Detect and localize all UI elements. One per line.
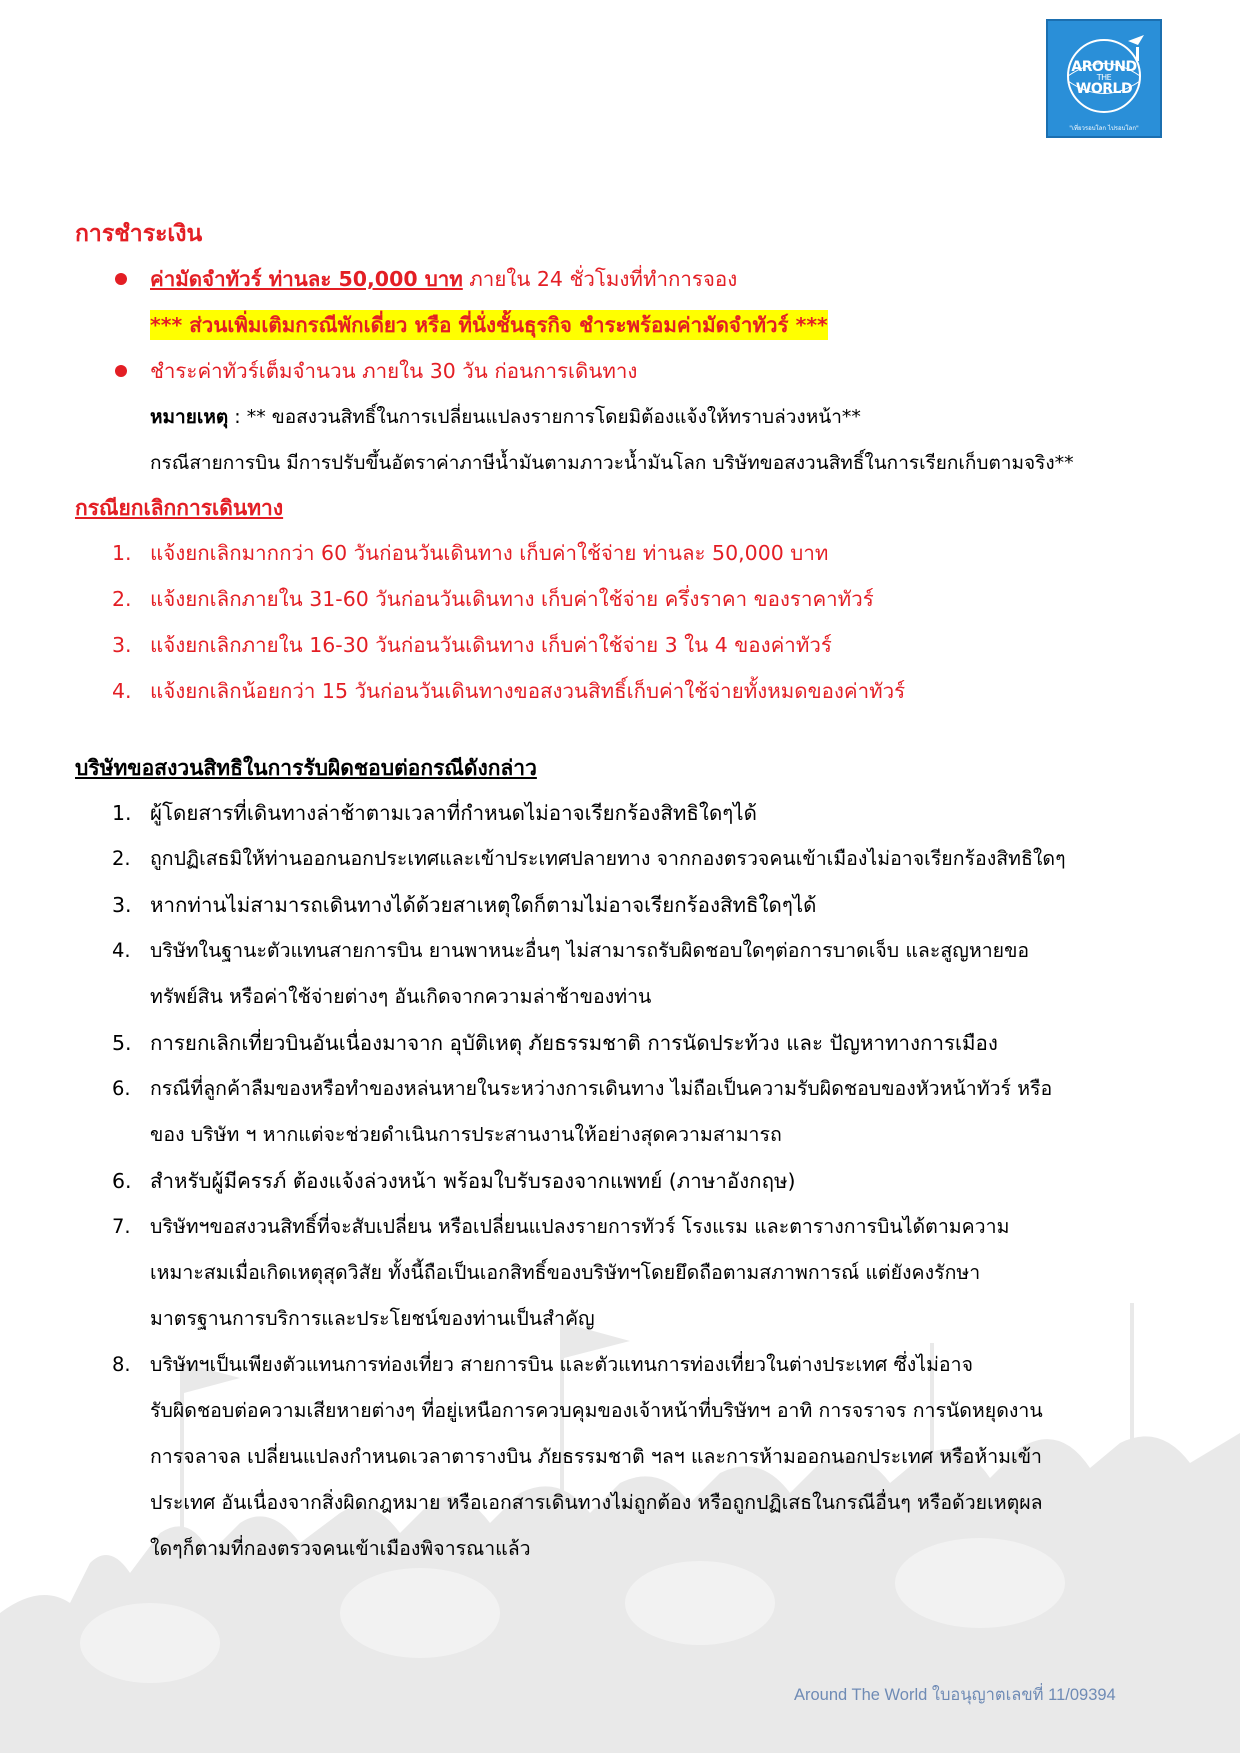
logo-text-line-3: WORLD bbox=[1075, 81, 1133, 97]
logo-text-line-2: THE bbox=[1096, 73, 1112, 82]
list-item: 3. หากท่านไม่สามารถเดินทางได้ด้วยสาเหตุใดก็ตามไม่อาจเรียกร้องสิทธิใดๆได้ bbox=[112, 893, 817, 917]
deposit-text: ภายใน 24 ชั่วโมงที่ทำการจอง bbox=[462, 267, 738, 291]
list-item: 2. แจ้งยกเลิกภายใน 31-60 วันก่อนวันเดินทาง เก็บค่าใช้จ่าย ครึ่งราคา ของราคาทัวร์ bbox=[112, 587, 874, 611]
cancellation-list bbox=[75, 530, 1185, 714]
footer-license: Around The World ใบอนุญาตเลขที่ 11/09394 bbox=[794, 1686, 1116, 1704]
note-text: : ** ขอสงวนสิทธิ์ในการเปลี่ยนแปลงรายการโดยมิต้องแจ้งให้ทราบล่วงหน้า** bbox=[228, 406, 861, 428]
disclaimer-list bbox=[75, 790, 1185, 1572]
list-item: 6. สำหรับผู้มีครรภ์ ต้องแจ้งล่วงหน้า พร้อมใบรับรองจากแพทย์ (ภาษาอังกฤษ) bbox=[112, 1169, 796, 1193]
list-item: 4. แจ้งยกเลิกน้อยกว่า 15 วันก่อนวันเดินทางขอสงวนสิทธิ์เก็บค่าใช้จ่ายทั้งหมดของค่าทัวร์ bbox=[112, 679, 906, 703]
list-item: 3. แจ้งยกเลิกภายใน 16-30 วันก่อนวันเดินทาง เก็บค่าใช้จ่าย 3 ใน 4 ของค่าทัวร์ bbox=[112, 633, 832, 657]
company-logo bbox=[1046, 19, 1162, 138]
note-row bbox=[75, 394, 1185, 440]
list-item: 4. บริษัทในฐานะตัวแทนสายการบิน ยานพาหนะอื่นๆ ไม่สามารถรับผิดชอบใดๆต่อการบาดเจ็บ และสูญหายขอ ทรัพย์สิน หรือค่าใช้จ่ายต่างๆ อันเกิดจากความล่าช้าของท่าน bbox=[112, 939, 1030, 1008]
bullet-icon bbox=[115, 273, 127, 285]
logo-text-line-1: AROUND bbox=[1071, 59, 1137, 75]
list-item: 5. การยกเลิกเที่ยวบินอันเนื่องมาจาก อุบัติเหตุ ภัยธรรมชาติ การนัดประท้วง และ ปัญหาทางการเมือง bbox=[112, 1031, 998, 1055]
list-item: 6. กรณีที่ลูกค้าลืมของหรือทำของหล่นหายในระหว่างการเดินทาง ไม่ถือเป็นความรับผิดชอบของหัวหน้าทัวร์ หรือ ของ บริษัท ฯ หากแต่จะช่วยดำเนินการประสานงานให้อย่างสุดความสามารถ bbox=[112, 1077, 1053, 1146]
list-item: 1. ผู้โดยสารที่เดินทางล่าช้าตามเวลาที่กำหนดไม่อาจเรียกร้องสิทธิใดๆได้ bbox=[112, 801, 757, 825]
list-item: 2. ถูกปฏิเสธมิให้ท่านออกนอกประเทศและเข้าประเทศปลายทาง จากกองตรวจคนเข้าเมืองไม่อาจเรียกร้องสิทธิใดๆ bbox=[112, 847, 1066, 870]
list-item: 7. บริษัทฯขอสงวนสิทธิ์ที่จะสับเปลี่ยน หรือเปลี่ยนแปลงรายการทัวร์ โรงแรม และตารางการบินได้ตามความ เหมาะสมเมื่อเกิดเหตุสุดวิสัย ทั้งนี้ถือเป็นเอกสิทธิ์ของบริษัทฯโดยยึดถือตามสภาพการณ์ แต่ยังคงรักษา มาตรฐานการบริการและประโยชน์ของท่านเป็นสำคัญ bbox=[112, 1215, 1010, 1330]
list-item: 8. บริษัทฯเป็นเพียงตัวแทนการท่องเที่ยว สายการบิน และตัวแทนการท่องเที่ยวในต่างประเทศ ซึ่งไม่อาจ รับผิดชอบต่อความเสียหายต่างๆ ที่อยู่เหนือการควบคุมของเจ้าหน้าที่บริษัทฯ อาทิ การจราจร การนัดหยุดงาน การจลาจล เปลี่ยนแปลงกำหนดเวลาตารางบิน ภัยธรรมชาติ ฯลฯ และการห้ามออกนอกประเทศ หรือห้ามเข้า ประเทศ อันเนื่องจากสิ่งผิดกฎหมาย หรือเอกสารเดินทางไม่ถูกต้อง หรือถูกปฏิเสธในกรณีอื่นๆ หรือด้วยเหตุผล ใดๆก็ตามที่กองตรวจคนเข้าเมืองพิจารณาแล้ว bbox=[112, 1353, 1043, 1560]
note-line-2: กรณีสายการบิน มีการปรับขึ้นอัตราค่าภาษีน้ำมันตามภาวะน้ำมันโลก บริษัทขอสงวนสิทธิ์ในการเรียกเก็บตามจริง** bbox=[150, 452, 1074, 474]
full-payment-text: ชำระค่าทัวร์เต็มจำนวน ภายใน 30 วัน ก่อนการเดินทาง bbox=[150, 359, 638, 383]
note-label: หมายเหตุ bbox=[150, 406, 229, 428]
deposit-row bbox=[75, 256, 1185, 302]
list-item: 1. แจ้งยกเลิกมากกว่า 60 วันก่อนวันเดินทาง เก็บค่าใช้จ่าย ท่านละ 50,000 บาท bbox=[112, 541, 829, 565]
deposit-label: ค่ามัดจำทัวร์ ท่านละ 50,000 บาท bbox=[150, 267, 463, 291]
cancellation-heading: กรณียกเลิกการเดินทาง bbox=[75, 496, 284, 520]
bullet-icon bbox=[115, 365, 127, 377]
document-body bbox=[75, 212, 1185, 1572]
full-payment-row bbox=[75, 348, 1185, 394]
highlight-row bbox=[75, 302, 1185, 348]
highlight-note: *** ส่วนเพิ่มเติมกรณีพักเดี่ยว หรือ ที่นั่งชั้นธุรกิจ ชำระพร้อมค่ามัดจำทัวร์ *** bbox=[150, 310, 828, 340]
payment-heading: การชำระเงิน bbox=[75, 221, 203, 247]
disclaimer-heading: บริษัทขอสงวนสิทธิในการรับผิดชอบต่อกรณีดังกล่าว bbox=[75, 756, 537, 780]
logo-tagline: "เที่ยวรอบโลก ไปรอบโลก" bbox=[1069, 125, 1139, 132]
